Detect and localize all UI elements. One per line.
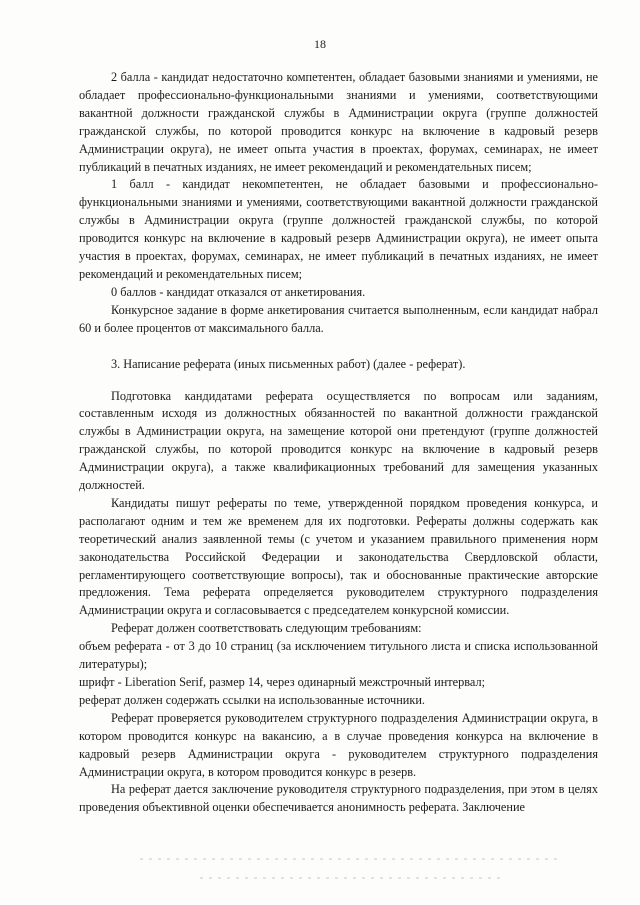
- bleed-through-line: [140, 858, 560, 860]
- bleed-through-line: [200, 877, 500, 879]
- paragraph-1-point: 1 балл - кандидат некомпетентен, не обладает базовыми и профессионально-функциональными знаниями и умениями, соответствующими вакантной должности гражданской службы в Администрации округа (группе должностей гражданской службы, по которой проводится конкурс на включение в кадровый резерв Администрации округа), не имеет опыта участия в проектах, форумах, семинарах, не имеет публикаций в печатных изданиях, не имеет рекомендаций и рекомендательных писем;: [79, 177, 598, 281]
- requirement-font: шрифт - Liberation Serif, размер 14, через одинарный межстрочный интервал;: [79, 675, 486, 689]
- paragraph-essay-conclusion: На реферат дается заключение руководителя структурного подразделения, при этом в целях проведения объективной оценки обеспечивается анонимность реферата. Заключение: [79, 782, 598, 815]
- paragraph-essay-topic: Кандидаты пишут рефераты по теме, утвержденной порядком проведения конкурса, и располагают одним и тем же временем для их подготовки. Рефераты должны содержать как теоретический анализ заявленной темы (с учетом и указанием правильного применения норм законодательства Российской Федерации и законодательства Свердловской области, регламентирующего соответствующие вопросы), так и обоснованные практические авторские предложения. Тема реферата определяется руководителем структурного подразделения Администрации округа и согласовывается с председателем конкурсной комиссии.: [79, 495, 598, 618]
- paragraph-essay-preparation: Подготовка кандидатами реферата осуществляется по вопросам или заданиям, составленным исходя из должностных обязанностей по вакантной должности гражданской службы в Администрации округа, на замещение которой они претендуют (группе должностей гражданской службы, по которой проводится конкурс на включение в кадровый резерв Администрации округа), а также квалификационных требований для замещения указанных должностей.: [79, 388, 598, 493]
- paragraph-essay-review: Реферат проверяется руководителем структурного подразделения Администрации округа, в котором проводится конкурс на вакансию, а в случае проведения конкурса на включение в кадровый резерв Администрации округа - руководителем структурного подразделения Администрации округа, в котором проводится конкурс в резерв.: [79, 710, 598, 779]
- requirement-volume: объем реферата - от 3 до 10 страниц (за исключением титульного листа и списка использованной литературы);: [79, 639, 598, 672]
- requirement-references: реферат должен содержать ссылки на использованные источники.: [79, 692, 426, 707]
- page-number: 18: [314, 37, 326, 51]
- document-body: [79, 69, 598, 817]
- paragraph-requirements-intro: Реферат должен соответствовать следующим требованиям:: [111, 621, 422, 636]
- paragraph-questionnaire-passed: Конкурсное задание в форме анкетирования считается выполненным, если кандидат набрал 60 и более процентов от максимального балла.: [79, 302, 598, 335]
- paragraph-2-points: 2 балла - кандидат недостаточно компетентен, обладает базовыми знаниями и умениями, не обладает профессионально-функциональными знаниями и умениями, соответствующими вакантной должности гражданской службы в Администрации округа (группе должностей гражданской службы, по которой проводится конкурс на включение в кадровый резерв Администрации округа), не имеет опыта участия в проектах, форумах, семинарах, не имеет публикаций в печатных изданиях, не имеет рекомендаций и рекомендательных писем;: [79, 70, 598, 174]
- section-heading-essay: 3. Написание реферата (иных письменных работ) (далее - реферат).: [111, 356, 466, 371]
- paragraph-0-points: 0 баллов - кандидат отказался от анкетирования.: [111, 284, 366, 299]
